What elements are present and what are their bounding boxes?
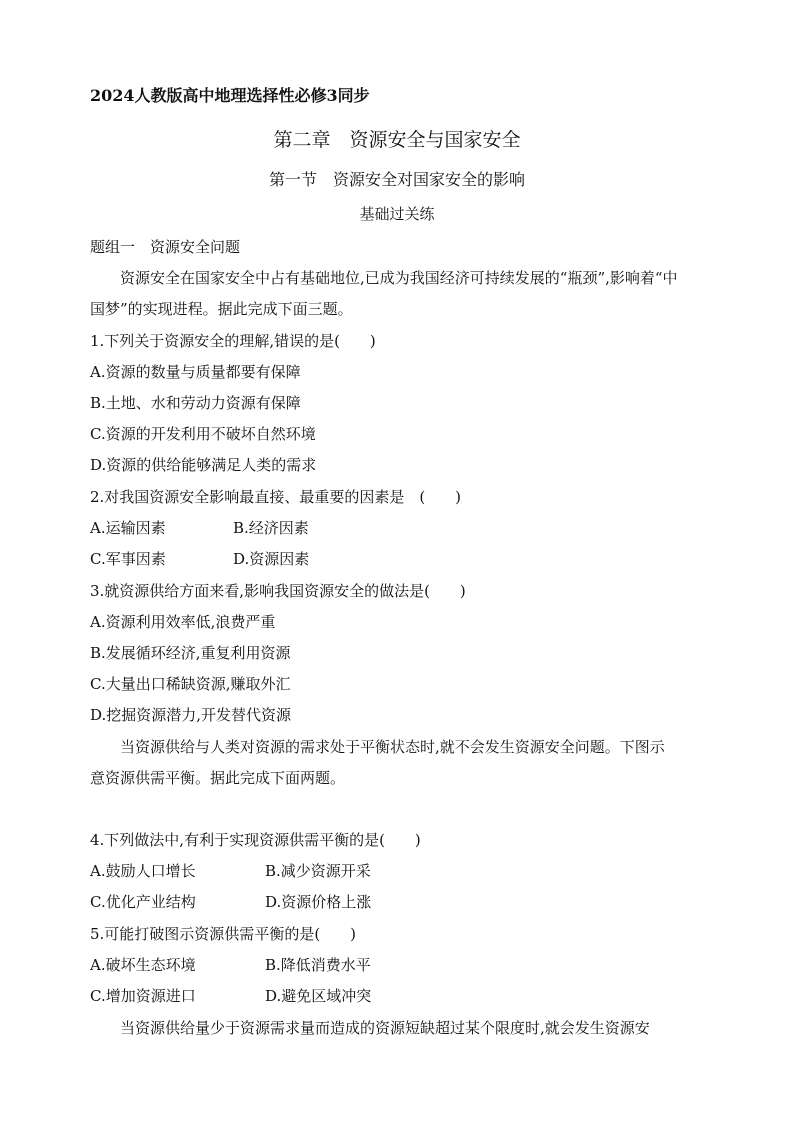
option-b: B.降低消费水平 <box>265 956 371 974</box>
option-c: C.大量出口稀缺资源,赚取外汇 <box>90 675 291 693</box>
question-stem: 4.下列做法中,有利于实现资源供需平衡的是( ) <box>90 831 421 849</box>
option-a: A.运输因素 <box>90 519 166 537</box>
document-title: 2024人教版高中地理选择性必修3同步 <box>90 86 370 105</box>
option-c: C.军事因素 <box>90 550 166 568</box>
intro-paragraph-line: 国梦”的实现进程。据此完成下面三题。 <box>90 300 353 318</box>
option-b: B.发展循环经济,重复利用资源 <box>90 644 291 662</box>
option-a: A.破坏生态环境 <box>90 956 196 974</box>
option-a: A.鼓励人口增长 <box>90 862 196 880</box>
group-title: 题组一 资源安全问题 <box>90 238 241 256</box>
option-c: C.优化产业结构 <box>90 893 196 911</box>
intro-paragraph-line: 资源安全在国家安全中占有基础地位,已成为我国经济可持续发展的“瓶颈”,影响着“中 <box>120 269 678 287</box>
paragraph-line: 当资源供给与人类对资源的需求处于平衡状态时,就不会发生资源安全问题。下图示 <box>120 738 665 756</box>
option-b: B.减少资源开采 <box>265 862 371 880</box>
option-d: D.避免区域冲突 <box>265 987 372 1005</box>
option-d: D.资源价格上涨 <box>265 893 372 911</box>
chapter-title: 第二章 资源安全与国家安全 <box>273 129 521 151</box>
question-stem: 1.下列关于资源安全的理解,错误的是( ) <box>90 332 376 350</box>
paragraph-line: 当资源供给量少于资源需求量而造成的资源短缺超过某个限度时,就会发生资源安 <box>120 1019 650 1037</box>
question-stem: 3.就资源供给方面来看,影响我国资源安全的做法是( ) <box>90 582 466 600</box>
subsection-title: 基础过关练 <box>359 205 435 223</box>
section-title: 第一节 资源安全对国家安全的影响 <box>268 170 525 189</box>
option-c: C.资源的开发利用不破坏自然环境 <box>90 425 316 443</box>
option-b: B.土地、水和劳动力资源有保障 <box>90 394 301 412</box>
option-d: D.挖掘资源潜力,开发替代资源 <box>90 706 292 724</box>
question-stem: 5.可能打破图示资源供需平衡的是( ) <box>90 925 357 943</box>
option-d: D.资源的供给能够满足人类的需求 <box>90 456 317 474</box>
option-c: C.增加资源进口 <box>90 987 196 1005</box>
option-a: A.资源利用效率低,浪费严重 <box>90 613 276 631</box>
option-b: B.经济因素 <box>233 519 309 537</box>
question-stem: 2.对我国资源安全影响最直接、最重要的因素是 ( ) <box>90 488 462 506</box>
option-a: A.资源的数量与质量都要有保障 <box>90 363 301 381</box>
paragraph-line: 意资源供需平衡。据此完成下面两题。 <box>90 769 346 787</box>
option-d: D.资源因素 <box>233 550 310 568</box>
